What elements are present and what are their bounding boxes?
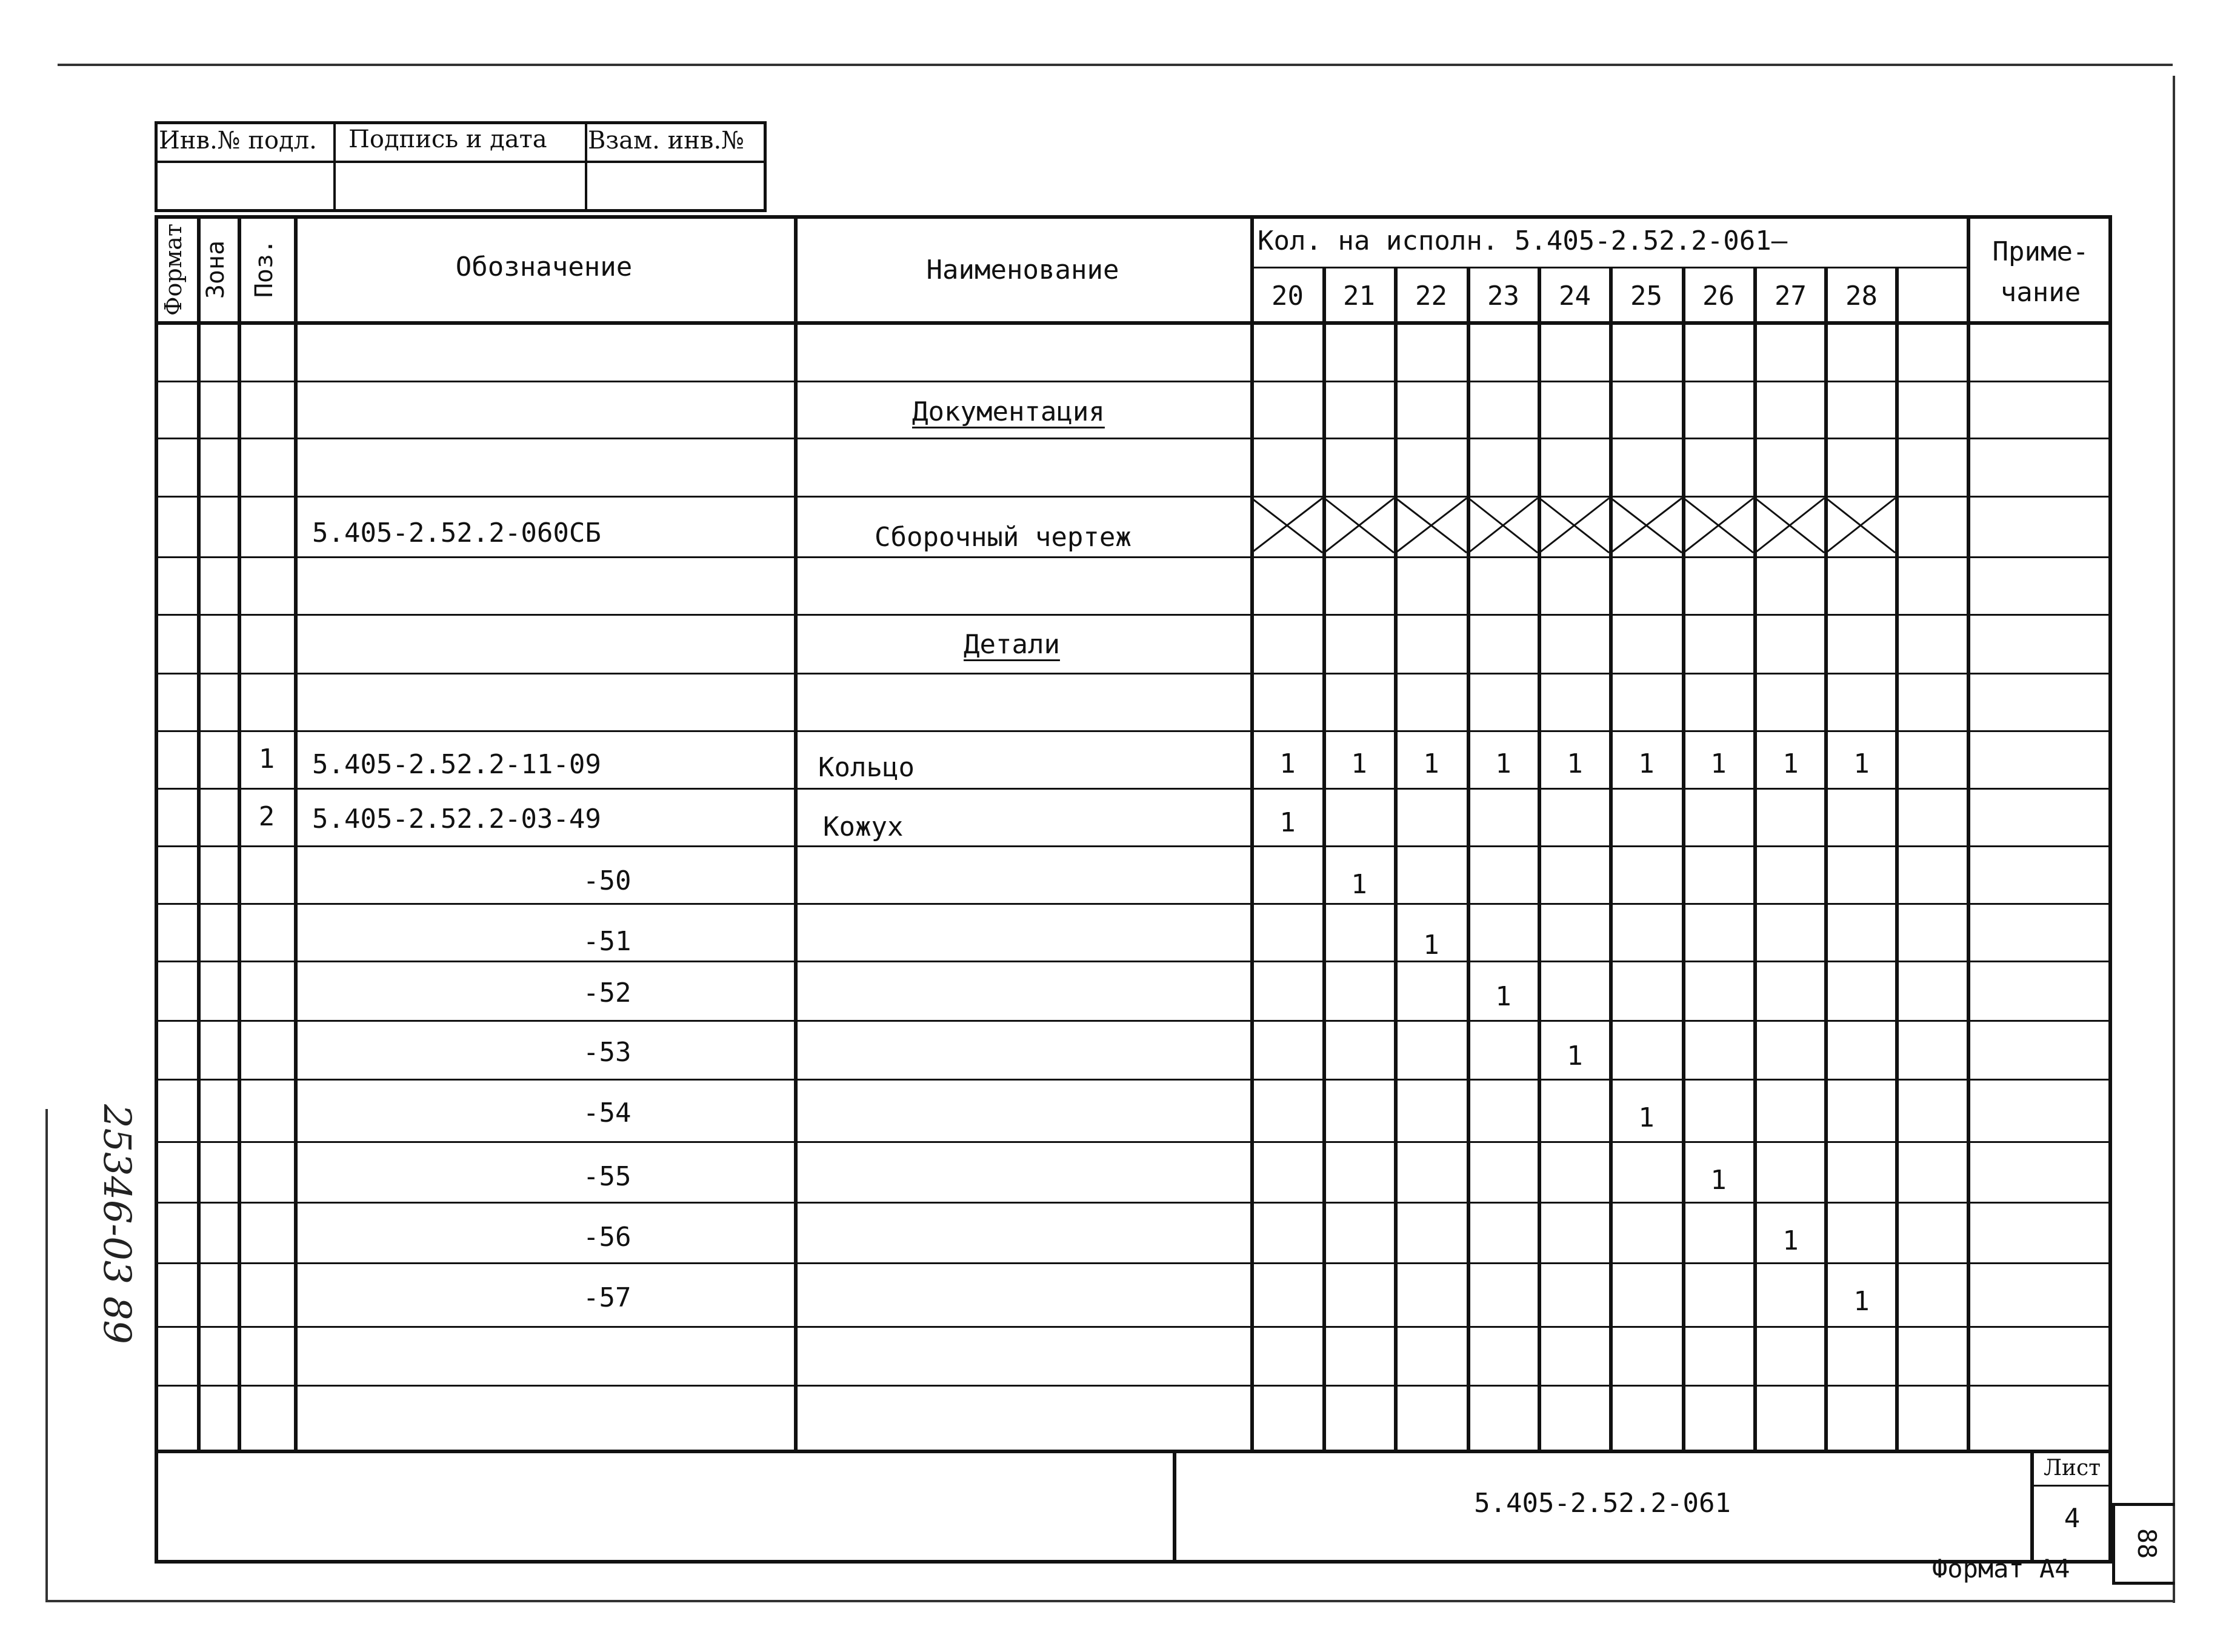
header-format: Формат [160,224,187,316]
col-line-v21 [1394,267,1398,1451]
stamp-divider-v2 [585,121,587,212]
header-sub-line [1250,267,1968,268]
row-line [155,1020,2112,1022]
top-border-line [58,64,2173,66]
suffix-designation: -57 [583,1282,632,1313]
ring-qty: 1 [1782,748,1799,779]
stamp-divider-h [155,161,767,163]
suffix-designation: -56 [583,1222,632,1253]
header-primechanie-1: Приме- [1992,236,2089,267]
casing-qty: 1 [1853,1286,1870,1317]
casing-qty: 1 [1567,1041,1583,1071]
row-line [155,961,2112,962]
header-poz: Поз. [250,239,278,298]
row-line [155,1079,2112,1081]
section-details: Детали [964,629,1060,660]
bottom-border-line [45,1600,2175,1602]
header-variant: 24 [1559,280,1591,311]
row-assembly-oboz: 5.405-2.52.2-060СБ [312,518,601,548]
title-block-list-label: Лист [2043,1456,2101,1480]
row-ring-poz: 1 [258,744,275,774]
row-line [155,438,2112,439]
row-assembly-name: Сборочный чертеж [875,522,1131,553]
row-line [155,673,2112,674]
row-line [155,845,2112,847]
col-line-v25 [1682,267,1685,1451]
col-line-v27 [1824,267,1828,1451]
header-variant: 20 [1271,280,1304,311]
row-line [155,614,2112,616]
row-line [155,556,2112,558]
header-kol: Кол. на исполн. 5.405-2.52.2-061— [1258,225,1788,256]
assembly-crossed-cells [1251,496,1897,555]
header-bottom-line [155,321,2112,325]
left-border-line [45,1109,48,1601]
casing-qty: 1 [1710,1165,1727,1196]
casing-qty: 1 [1423,930,1439,961]
title-block-list-number: 4 [2064,1502,2081,1534]
stamp-podpis-data: Подпись и дата [348,125,547,153]
stamp-inv-podl: Инв.№ подл. [159,127,317,155]
col-line-poz [294,215,298,1451]
col-line-v26 [1753,267,1757,1451]
header-variant: 22 [1415,280,1447,311]
ring-qty: 1 [1495,748,1511,779]
ring-qty: 1 [1279,748,1296,779]
col-line-v28 [1895,267,1899,1451]
ring-qty: 1 [1638,748,1655,779]
casing-qty: 1 [1782,1225,1799,1256]
header-variant: 27 [1775,280,1807,311]
col-line-v24 [1609,267,1613,1451]
header-variant: 23 [1487,280,1519,311]
row-casing-oboz: 5.405-2.52.2-03-49 [312,804,601,834]
handwritten-note: 25346-03 89 [95,1104,139,1344]
section-documentation: Документация [912,396,1105,427]
header-variant: 25 [1630,280,1662,311]
main-table-frame [155,215,2112,1564]
row-casing-name: Кожух [823,811,904,842]
row-casing-poz: 2 [258,801,275,832]
row-line [155,730,2112,732]
ring-qty: 1 [1567,748,1583,779]
casing-qty: 1 [1638,1102,1655,1133]
stamp-divider-v1 [333,121,336,212]
header-variant: 26 [1702,280,1735,311]
row-line [155,1141,2112,1143]
header-variant: 28 [1845,280,1878,311]
ring-qty: 1 [1853,748,1870,779]
suffix-designation: -50 [583,865,632,896]
row-ring-name: Кольцо [818,752,915,783]
format-label: Формат А4 [1932,1554,2070,1584]
title-block-list-line [2030,1485,2112,1487]
suffix-designation: -51 [583,926,632,957]
title-block-top-line [155,1450,2112,1453]
col-line-zona [238,215,241,1451]
col-line-oboz [794,215,798,1451]
suffix-designation: -52 [583,978,632,1008]
side-number: 88 [2132,1528,2162,1559]
suffix-designation: -53 [583,1037,632,1068]
row-line [155,1202,2112,1204]
title-block-designation: 5.405-2.52.2-061 [1474,1487,1731,1519]
right-border-line [2173,76,2175,1603]
ring-qty: 1 [1351,748,1367,779]
suffix-designation: -55 [583,1161,632,1192]
row-line [155,1385,2112,1387]
casing-qty: 1 [1279,807,1296,838]
col-line-prim [1967,215,1970,1451]
col-line-v22 [1467,267,1470,1451]
col-line-format [197,215,201,1451]
header-zona: Зона [202,240,230,299]
suffix-designation: -54 [583,1097,632,1128]
row-ring-oboz: 5.405-2.52.2-11-09 [312,749,601,780]
row-line [155,1326,2112,1328]
header-primechanie-2: чание [2000,276,2081,308]
header-variant: 21 [1343,280,1375,311]
stamp-vzam-inv: Взам. инв.№ [588,127,745,155]
casing-qty: 1 [1351,869,1367,900]
ring-qty: 1 [1710,748,1727,779]
header-naimenovanie: Наименование [926,254,1119,285]
ring-qty: 1 [1423,748,1439,779]
header-oboznachenie: Обозначение [455,251,633,282]
casing-qty: 1 [1495,981,1511,1012]
row-line [155,903,2112,905]
row-line [155,381,2112,382]
col-line-v23 [1538,267,1541,1451]
